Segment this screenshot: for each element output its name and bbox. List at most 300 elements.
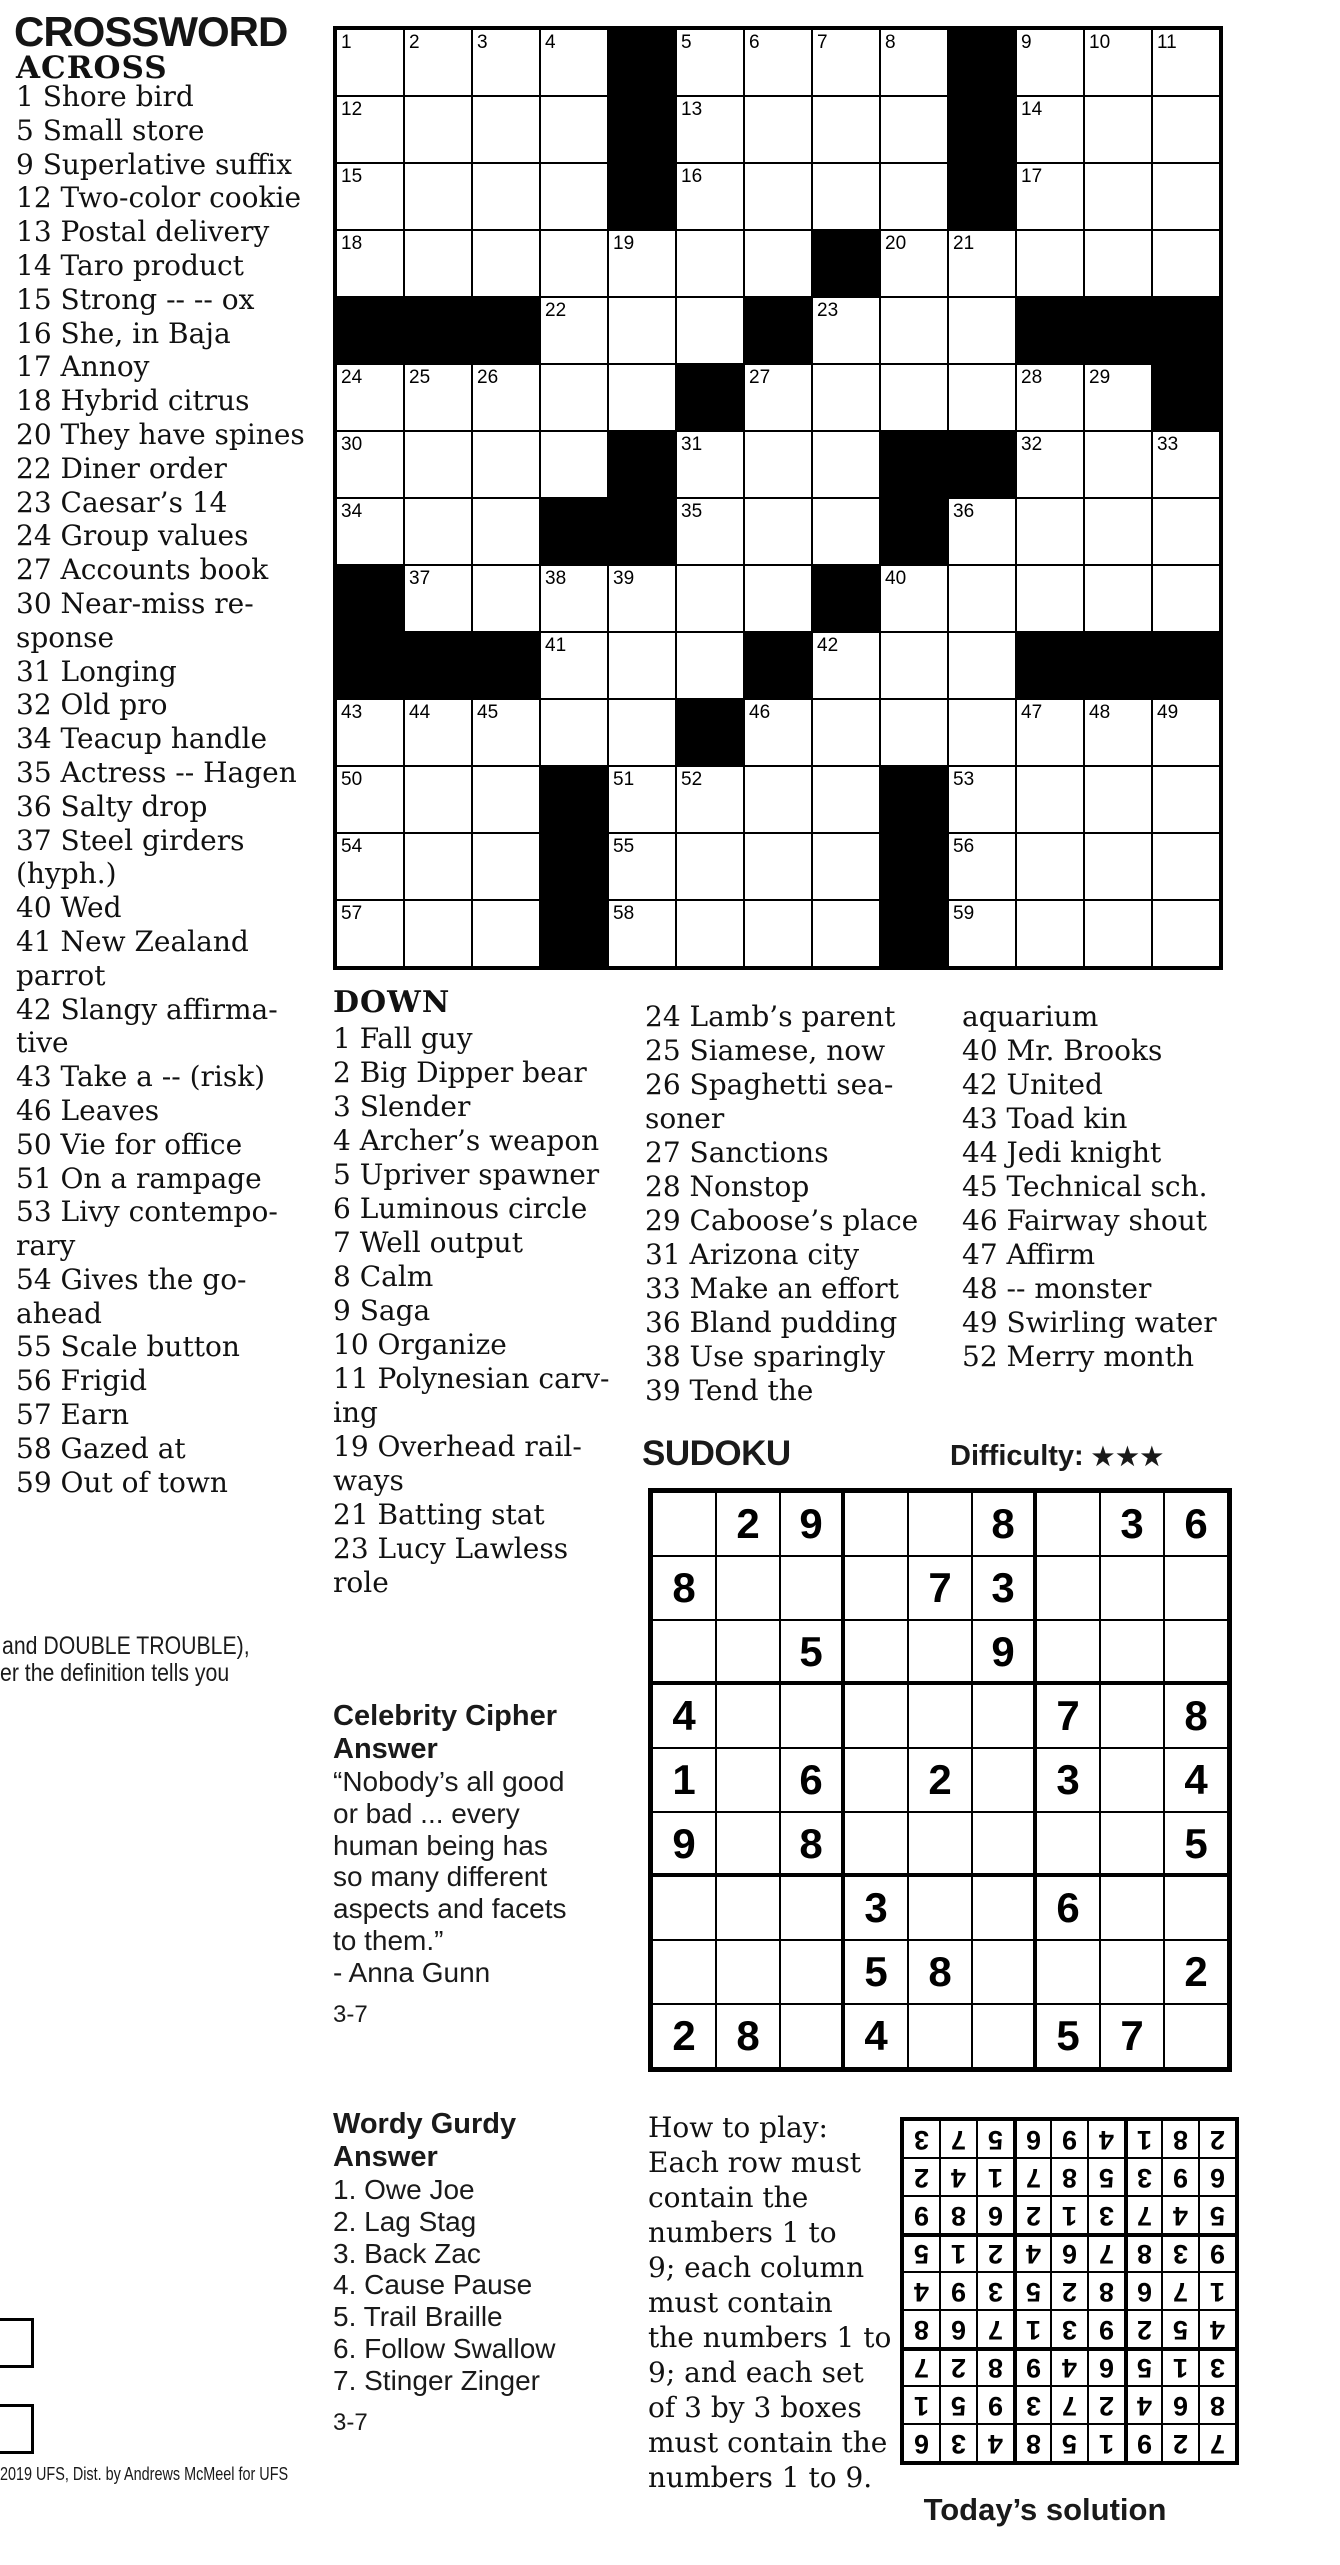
crossword-cell[interactable] <box>336 900 404 967</box>
crossword-cell[interactable] <box>472 699 540 766</box>
crossword-clue-number: 34 <box>341 501 363 522</box>
crossword-cell[interactable] <box>1152 498 1220 565</box>
crossword-cell[interactable] <box>1016 163 1084 230</box>
sudoku-given-digit: 7 <box>1036 1684 1100 1748</box>
sudoku-empty-cell[interactable] <box>1100 1940 1164 2004</box>
crossword-cell[interactable] <box>472 833 540 900</box>
crossword-cell[interactable] <box>1016 96 1084 163</box>
wordy-gurdy-header-line: Wordy Gurdy <box>333 2108 517 2140</box>
sudoku-empty-cell[interactable] <box>1100 1876 1164 1940</box>
crossword-clue-number: 16 <box>681 166 703 187</box>
crossword-clue-number: 12 <box>341 99 363 120</box>
sudoku-empty-cell[interactable] <box>908 1684 972 1748</box>
crossword-cell[interactable] <box>1084 833 1152 900</box>
crossword-black-cell <box>812 565 880 632</box>
crossword-cell[interactable] <box>540 230 608 297</box>
across-clue-line: 9 Superlative suffix <box>16 147 292 181</box>
sudoku-given-digit: 3 <box>844 1876 908 1940</box>
sudoku-empty-cell[interactable] <box>1100 1620 1164 1684</box>
crossword-cell[interactable] <box>948 364 1016 431</box>
sudoku-empty-cell[interactable] <box>844 1812 908 1876</box>
crossword-cell[interactable] <box>336 498 404 565</box>
across-clue-line: 18 Hybrid citrus <box>16 384 250 418</box>
sudoku-empty-cell[interactable] <box>844 1684 908 1748</box>
crossword-cell[interactable] <box>336 833 404 900</box>
crossword-black-cell <box>880 498 948 565</box>
across-clue-line: ahead <box>16 1296 102 1330</box>
crossword-cell[interactable] <box>540 699 608 766</box>
crossword-cell[interactable] <box>676 900 744 967</box>
down-clue-line: 23 Lucy Lawless <box>333 1532 569 1565</box>
sudoku-solution-digit: 5 <box>1199 2196 1236 2234</box>
crossword-cell[interactable] <box>336 431 404 498</box>
crossword-cell[interactable] <box>880 699 948 766</box>
sudoku-grid[interactable] <box>648 1488 1232 2072</box>
crossword-cell[interactable] <box>812 833 880 900</box>
crossword-cell[interactable] <box>1152 29 1220 96</box>
crossword-cell[interactable] <box>812 431 880 498</box>
crossword-cell[interactable] <box>948 699 1016 766</box>
crossword-cell[interactable] <box>1016 833 1084 900</box>
crossword-cell[interactable] <box>744 900 812 967</box>
sudoku-empty-cell[interactable] <box>1036 1556 1100 1620</box>
sudoku-solution-digit: 1 <box>940 2234 977 2272</box>
crossword-cell[interactable] <box>948 498 1016 565</box>
crossword-cell[interactable] <box>1152 230 1220 297</box>
crossword-cell[interactable] <box>336 96 404 163</box>
sudoku-empty-cell[interactable] <box>844 1492 908 1556</box>
crossword-black-cell <box>540 498 608 565</box>
sudoku-solution-digit: 3 <box>1088 2196 1125 2234</box>
crossword-cell[interactable] <box>336 230 404 297</box>
celebrity-cipher-date: 3-7 <box>333 2000 368 2028</box>
crossword-cell[interactable] <box>676 230 744 297</box>
crossword-cell[interactable] <box>1016 565 1084 632</box>
sudoku-empty-cell[interactable] <box>780 1940 844 2004</box>
crossword-clue-number: 15 <box>341 166 363 187</box>
across-clue-line: 17 Annoy <box>16 350 150 384</box>
sudoku-given-digit: 2 <box>1164 1940 1228 2004</box>
sudoku-empty-cell[interactable] <box>972 1876 1036 1940</box>
crossword-black-cell <box>948 96 1016 163</box>
across-clue-line: 15 Strong -- -- ox <box>16 282 255 316</box>
crossword-cell[interactable] <box>1152 431 1220 498</box>
crossword-black-cell <box>948 431 1016 498</box>
crossword-cell[interactable] <box>608 364 676 431</box>
crossword-cell[interactable] <box>1084 766 1152 833</box>
crossword-black-cell <box>1152 364 1220 431</box>
sudoku-empty-cell[interactable] <box>780 2004 844 2068</box>
crossword-cell[interactable] <box>404 163 472 230</box>
crossword-clue-number: 1 <box>341 32 352 53</box>
crossword-cell[interactable] <box>744 766 812 833</box>
crossword-cell[interactable] <box>472 766 540 833</box>
crossword-cell[interactable] <box>812 498 880 565</box>
crossword-cell[interactable] <box>1084 364 1152 431</box>
sudoku-empty-cell[interactable] <box>908 1620 972 1684</box>
crossword-cell[interactable] <box>540 632 608 699</box>
crossword-cell[interactable] <box>336 29 404 96</box>
wordy-gurdy-item: 3. Back Zac <box>333 2237 481 2269</box>
sudoku-given-digit: 7 <box>1100 2004 1164 2068</box>
crossword-cell[interactable] <box>404 96 472 163</box>
crossword-cell[interactable] <box>1016 699 1084 766</box>
down-clue-list-1 <box>333 1022 609 1600</box>
crossword-cell[interactable] <box>336 163 404 230</box>
crossword-cell[interactable] <box>540 364 608 431</box>
crossword-cell[interactable] <box>880 632 948 699</box>
sudoku-given-digit: 8 <box>716 2004 780 2068</box>
crossword-cell[interactable] <box>540 96 608 163</box>
crossword-cell[interactable] <box>1084 565 1152 632</box>
crossword-cell[interactable] <box>812 163 880 230</box>
crossword-cell[interactable] <box>744 699 812 766</box>
crossword-black-cell <box>1084 632 1152 699</box>
crossword-cell[interactable] <box>880 96 948 163</box>
crossword-cell[interactable] <box>1152 565 1220 632</box>
crossword-cell[interactable] <box>472 163 540 230</box>
crossword-cell[interactable] <box>744 431 812 498</box>
sudoku-empty-cell[interactable] <box>716 1684 780 1748</box>
crossword-cell[interactable] <box>812 766 880 833</box>
sudoku-empty-cell[interactable] <box>1036 1492 1100 1556</box>
crossword-cell[interactable] <box>1084 431 1152 498</box>
crossword-clue-number: 58 <box>613 903 635 924</box>
sudoku-empty-cell[interactable] <box>652 1940 716 2004</box>
crossword-cell[interactable] <box>608 297 676 364</box>
sudoku-given-digit: 4 <box>652 1684 716 1748</box>
sudoku-solution-caption: Today’s solution <box>923 2492 1167 2527</box>
crossword-cell[interactable] <box>540 565 608 632</box>
crossword-cell[interactable] <box>744 498 812 565</box>
sudoku-empty-cell[interactable] <box>1164 2004 1228 2068</box>
sudoku-empty-cell[interactable] <box>716 1620 780 1684</box>
crossword-cell[interactable] <box>404 699 472 766</box>
sudoku-empty-cell[interactable] <box>652 1492 716 1556</box>
crossword-black-cell <box>404 297 472 364</box>
celebrity-cipher-header-line: Celebrity Cipher <box>333 1700 557 1732</box>
sudoku-empty-cell[interactable] <box>780 1876 844 1940</box>
crossword-cell[interactable] <box>472 431 540 498</box>
crossword-cell[interactable] <box>472 364 540 431</box>
celebrity-cipher-header-line: Answer <box>333 1733 438 1765</box>
crossword-cell[interactable] <box>676 833 744 900</box>
sudoku-given-digit: 5 <box>844 1940 908 2004</box>
crossword-cell[interactable] <box>948 900 1016 967</box>
sudoku-solution-digit: 4 <box>940 2158 977 2196</box>
crossword-cell[interactable] <box>404 29 472 96</box>
sudoku-empty-cell[interactable] <box>1100 1684 1164 1748</box>
sudoku-empty-cell[interactable] <box>844 1748 908 1812</box>
celebrity-cipher-quote-line: so many different <box>333 1861 548 1893</box>
wordy-gurdy-item: 1. Owe Joe <box>333 2174 475 2205</box>
sudoku-empty-cell[interactable] <box>908 1812 972 1876</box>
crossword-cell[interactable] <box>1084 96 1152 163</box>
crossword-cell[interactable] <box>948 297 1016 364</box>
crossword-cell[interactable] <box>1016 29 1084 96</box>
crossword-black-cell <box>1152 632 1220 699</box>
crossword-cell[interactable] <box>472 96 540 163</box>
crossword-cell[interactable] <box>744 230 812 297</box>
crossword-cell[interactable] <box>608 632 676 699</box>
across-clue-line: 12 Two-color cookie <box>16 181 302 215</box>
crossword-clue-number: 6 <box>749 32 760 53</box>
sudoku-empty-cell[interactable] <box>716 1748 780 1812</box>
sudoku-solution-digit: 3 <box>1014 2386 1051 2424</box>
crossword-cell[interactable] <box>404 431 472 498</box>
celebrity-cipher-quote-line: or bad ... every <box>333 1797 520 1829</box>
sudoku-empty-cell[interactable] <box>1036 1812 1100 1876</box>
crossword-clue-number: 51 <box>613 769 635 790</box>
across-clue-line: 13 Postal delivery <box>16 215 270 249</box>
crossword-cell[interactable] <box>676 297 744 364</box>
sudoku-empty-cell[interactable] <box>652 1876 716 1940</box>
crossword-cell[interactable] <box>812 297 880 364</box>
crossword-cell[interactable] <box>472 230 540 297</box>
crossword-cell[interactable] <box>472 900 540 967</box>
across-clue-line: 53 Livy contempo- <box>16 1195 278 1229</box>
sudoku-solution-digit: 4 <box>1014 2234 1051 2272</box>
down-clue-line: 11 Polynesian carv- <box>333 1362 610 1395</box>
how-to-play-line: How to play: <box>648 2111 828 2144</box>
crossword-cell[interactable] <box>608 699 676 766</box>
sudoku-empty-cell[interactable] <box>1036 1620 1100 1684</box>
sudoku-empty-cell[interactable] <box>780 1684 844 1748</box>
crossword-cell[interactable] <box>880 297 948 364</box>
crossword-grid[interactable] <box>333 26 1223 970</box>
crossword-cell[interactable] <box>1016 364 1084 431</box>
crossword-cell[interactable] <box>744 163 812 230</box>
down-clue-line: 29 Caboose’s place <box>645 1204 919 1237</box>
crossword-black-cell <box>404 632 472 699</box>
crossword-cell[interactable] <box>540 297 608 364</box>
sudoku-empty-cell[interactable] <box>908 2004 972 2068</box>
crossword-cell[interactable] <box>1016 230 1084 297</box>
crossword-clue-number: 27 <box>749 367 771 388</box>
crossword-cell[interactable] <box>744 29 812 96</box>
sudoku-solution-digit: 4 <box>1162 2196 1199 2234</box>
wordy-gurdy-date: 3-7 <box>333 2408 368 2436</box>
sudoku-empty-cell[interactable] <box>1100 1748 1164 1812</box>
crossword-clue-number: 56 <box>953 836 975 857</box>
crossword-black-cell <box>608 96 676 163</box>
crossword-cell[interactable] <box>336 364 404 431</box>
down-clue-line: ways <box>333 1464 404 1497</box>
difficulty-label: Difficulty: <box>950 1440 1084 1472</box>
crossword-cell[interactable] <box>676 29 744 96</box>
sudoku-given-digit: 1 <box>652 1748 716 1812</box>
across-header: ACROSS <box>16 50 168 86</box>
crossword-cell[interactable] <box>608 833 676 900</box>
sudoku-empty-cell[interactable] <box>716 1876 780 1940</box>
crossword-black-cell <box>1016 632 1084 699</box>
crossword-cell[interactable] <box>812 364 880 431</box>
crossword-cell[interactable] <box>880 364 948 431</box>
sudoku-given-digit: 5 <box>1036 2004 1100 2068</box>
sudoku-given-digit: 7 <box>908 1556 972 1620</box>
sudoku-empty-cell[interactable] <box>908 1492 972 1556</box>
crossword-cell[interactable] <box>404 900 472 967</box>
down-clue-line: aquarium <box>962 1000 1099 1033</box>
sudoku-empty-cell[interactable] <box>716 1556 780 1620</box>
sudoku-empty-cell[interactable] <box>844 1556 908 1620</box>
crossword-cell[interactable] <box>1084 29 1152 96</box>
how-to-play-line: 9; each column <box>648 2251 865 2284</box>
crossword-black-cell <box>1016 297 1084 364</box>
crossword-cell[interactable] <box>812 900 880 967</box>
crossword-cell[interactable] <box>812 96 880 163</box>
crossword-cell[interactable] <box>948 230 1016 297</box>
across-clue-line: 20 They have spines <box>16 417 305 451</box>
crossword-black-cell <box>812 230 880 297</box>
down-clue-line: 25 Siamese, now <box>645 1034 886 1067</box>
across-clue-line: 41 New Zealand <box>16 924 249 958</box>
crossword-cell[interactable] <box>812 699 880 766</box>
sudoku-empty-cell[interactable] <box>1164 1556 1228 1620</box>
sudoku-solution-digit: 6 <box>1051 2234 1088 2272</box>
crossword-black-cell <box>608 163 676 230</box>
crossword-cell[interactable] <box>880 230 948 297</box>
crossword-cell[interactable] <box>744 833 812 900</box>
sudoku-empty-cell[interactable] <box>972 2004 1036 2068</box>
crossword-cell[interactable] <box>472 565 540 632</box>
crossword-cell[interactable] <box>404 364 472 431</box>
crossword-clue-number: 13 <box>681 99 703 120</box>
down-clue-line: 43 Toad kin <box>962 1102 1128 1135</box>
crossword-cell[interactable] <box>540 29 608 96</box>
crossword-cell[interactable] <box>1016 766 1084 833</box>
sudoku-empty-cell[interactable] <box>972 1812 1036 1876</box>
crossword-cell[interactable] <box>676 498 744 565</box>
sudoku-empty-cell[interactable] <box>844 1620 908 1684</box>
crossword-cell[interactable] <box>676 565 744 632</box>
crossword-cell[interactable] <box>1016 900 1084 967</box>
crossword-cell[interactable] <box>404 498 472 565</box>
crossword-cell[interactable] <box>404 565 472 632</box>
across-clue-line: 46 Leaves <box>16 1093 160 1127</box>
crossword-cell[interactable] <box>744 565 812 632</box>
crossword-cell[interactable] <box>1084 498 1152 565</box>
crossword-cell[interactable] <box>608 230 676 297</box>
sudoku-empty-cell[interactable] <box>652 1620 716 1684</box>
sudoku-empty-cell[interactable] <box>972 1940 1036 2004</box>
crossword-cell[interactable] <box>404 766 472 833</box>
down-clue-line: 40 Mr. Brooks <box>962 1034 1163 1067</box>
crossword-cell[interactable] <box>336 699 404 766</box>
crossword-cell[interactable] <box>744 364 812 431</box>
across-clue-line: 56 Frigid <box>16 1364 148 1398</box>
across-clue-line: 36 Salty drop <box>16 789 208 823</box>
sudoku-empty-cell[interactable] <box>1164 1620 1228 1684</box>
sudoku-solution-digit: 1 <box>1014 2310 1051 2348</box>
crossword-cell[interactable] <box>1152 766 1220 833</box>
crossword-cell[interactable] <box>1084 900 1152 967</box>
sudoku-empty-cell[interactable] <box>716 1940 780 2004</box>
crossword-cell[interactable] <box>948 833 1016 900</box>
sudoku-empty-cell[interactable] <box>1100 1556 1164 1620</box>
sudoku-empty-cell[interactable] <box>908 1876 972 1940</box>
across-clue-line: 16 She, in Baja <box>16 316 231 350</box>
sudoku-solution-digit: 5 <box>1088 2158 1125 2196</box>
crossword-cell[interactable] <box>948 632 1016 699</box>
sudoku-empty-cell[interactable] <box>716 1812 780 1876</box>
crossword-cell[interactable] <box>540 431 608 498</box>
crossword-cell[interactable] <box>404 230 472 297</box>
sudoku-solution-digit: 4 <box>977 2424 1014 2462</box>
crossword-cell[interactable] <box>1084 699 1152 766</box>
down-clue-line: role <box>333 1566 389 1599</box>
sudoku-empty-cell[interactable] <box>1100 1812 1164 1876</box>
crossword-black-cell <box>880 431 948 498</box>
crossword-cell[interactable] <box>472 29 540 96</box>
crossword-cell[interactable] <box>744 96 812 163</box>
sudoku-solution-digit: 9 <box>1051 2120 1088 2158</box>
crossword-cell[interactable] <box>404 833 472 900</box>
crossword-cell[interactable] <box>1016 498 1084 565</box>
crossword-cell[interactable] <box>1084 230 1152 297</box>
crossword-clue-number: 42 <box>817 635 839 656</box>
crossword-clue-number: 53 <box>953 769 975 790</box>
crossword-cell[interactable] <box>1152 833 1220 900</box>
crossword-cell[interactable] <box>1016 431 1084 498</box>
crossword-cell[interactable] <box>1152 163 1220 230</box>
crossword-cell[interactable] <box>676 766 744 833</box>
sudoku-empty-cell[interactable] <box>1036 1940 1100 2004</box>
crossword-cell[interactable] <box>948 565 1016 632</box>
sudoku-empty-cell[interactable] <box>972 1748 1036 1812</box>
crossword-cell[interactable] <box>1152 96 1220 163</box>
crossword-cell[interactable] <box>540 163 608 230</box>
crossword-cell[interactable] <box>676 431 744 498</box>
crossword-cell[interactable] <box>812 632 880 699</box>
crossword-cell[interactable] <box>608 900 676 967</box>
down-clue-line: 38 Use sparingly <box>645 1340 886 1373</box>
sudoku-solution-digit: 8 <box>940 2196 977 2234</box>
sudoku-how-to-play <box>648 2110 891 2495</box>
crossword-cell[interactable] <box>608 766 676 833</box>
across-clue-line: sponse <box>16 620 115 654</box>
crossword-cell[interactable] <box>880 29 948 96</box>
crossword-cell[interactable] <box>472 498 540 565</box>
crossword-cell[interactable] <box>676 96 744 163</box>
sudoku-empty-cell[interactable] <box>972 1684 1036 1748</box>
crossword-black-cell <box>1152 297 1220 364</box>
crossword-cell[interactable] <box>608 565 676 632</box>
crossword-cell[interactable] <box>1152 900 1220 967</box>
crossword-black-cell <box>880 766 948 833</box>
sudoku-solution-digit: 9 <box>1014 2348 1051 2386</box>
crossword-cell[interactable] <box>1084 163 1152 230</box>
sudoku-solution-digit: 3 <box>940 2424 977 2462</box>
sudoku-solution-digit: 1 <box>1051 2196 1088 2234</box>
sudoku-solution-digit: 4 <box>1088 2120 1125 2158</box>
sudoku-empty-cell[interactable] <box>780 1556 844 1620</box>
sudoku-empty-cell[interactable] <box>1164 1876 1228 1940</box>
clipped-checkbox <box>0 2318 34 2368</box>
crossword-cell[interactable] <box>1152 699 1220 766</box>
crossword-cell[interactable] <box>676 632 744 699</box>
crossword-cell[interactable] <box>948 766 1016 833</box>
crossword-cell[interactable] <box>336 766 404 833</box>
sudoku-solution-digit: 1 <box>903 2386 940 2424</box>
crossword-cell[interactable] <box>676 163 744 230</box>
down-clue-line: 5 Upriver spawner <box>333 1158 600 1191</box>
crossword-cell[interactable] <box>880 163 948 230</box>
crossword-cell[interactable] <box>880 565 948 632</box>
sudoku-solution-digit: 5 <box>940 2386 977 2424</box>
across-clue-line: 43 Take a -- (risk) <box>16 1060 266 1094</box>
crossword-cell[interactable] <box>812 29 880 96</box>
